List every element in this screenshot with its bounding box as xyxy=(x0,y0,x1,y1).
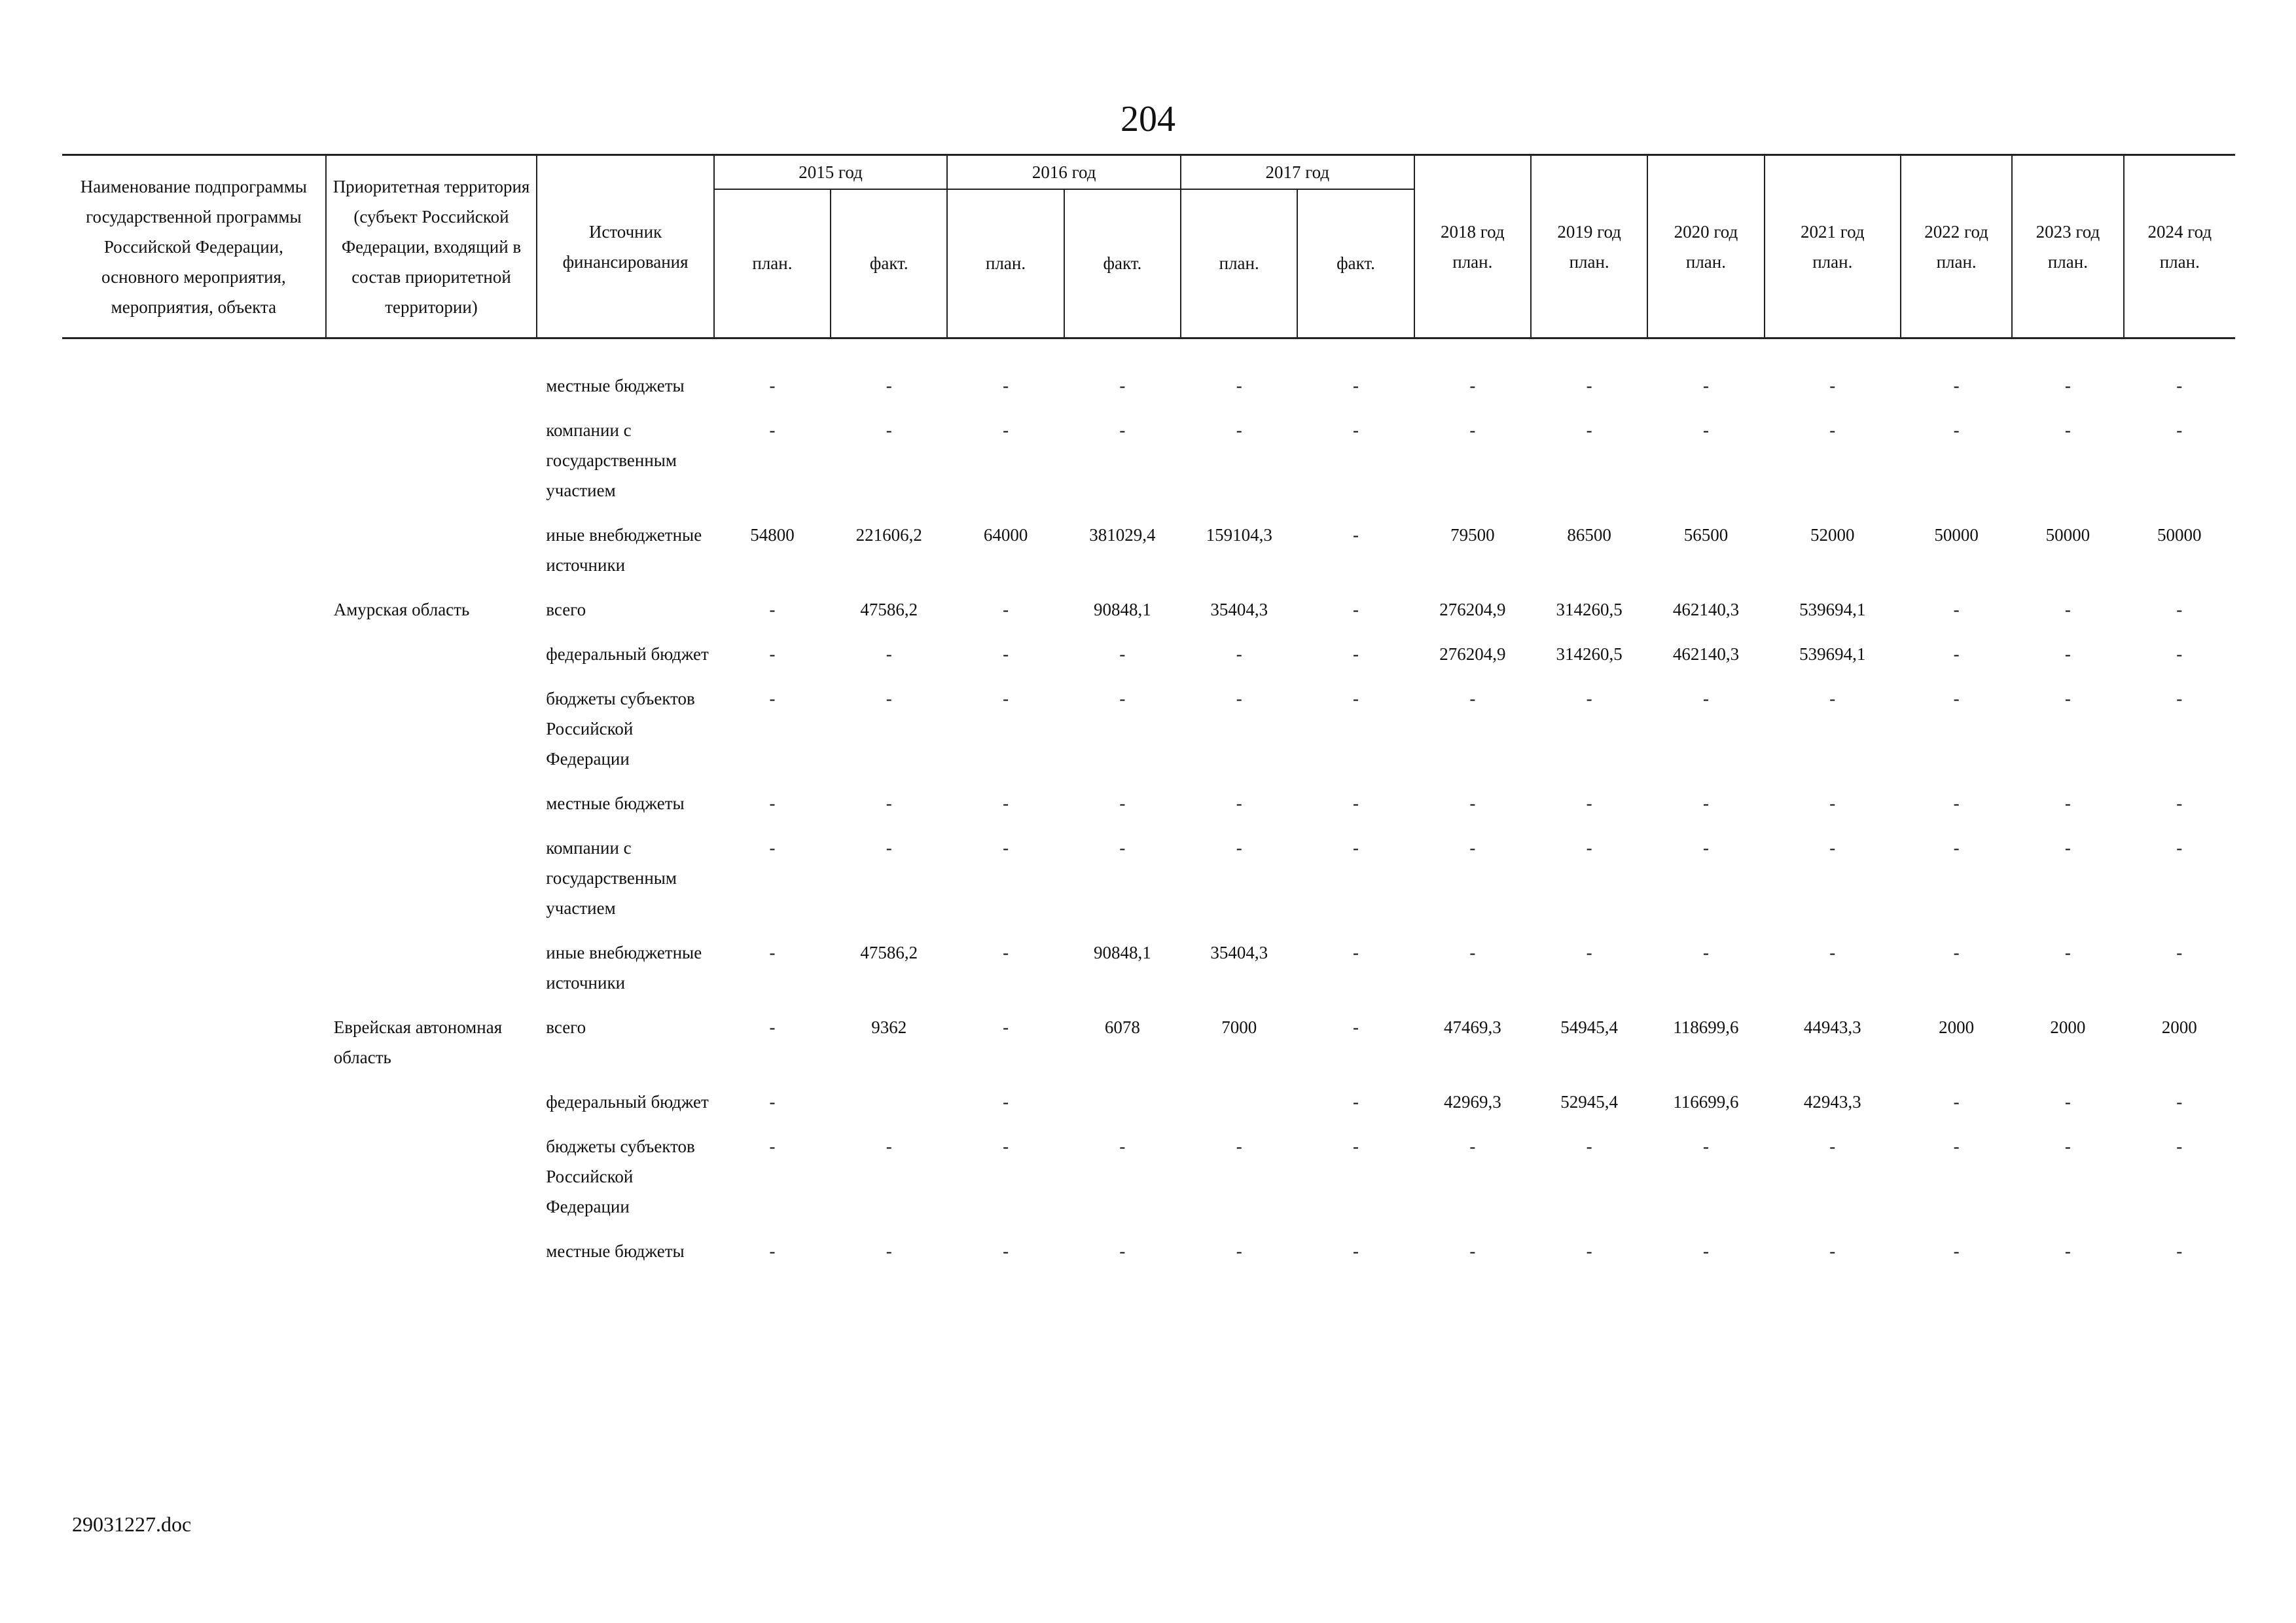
cell-value: 2000 xyxy=(2050,1017,2086,1037)
cell-source: бюджеты субъектов Российской Федерации xyxy=(546,689,695,769)
cell-value: - xyxy=(1003,943,1009,962)
page-number: 204 xyxy=(1121,99,1175,139)
cell-value: - xyxy=(2064,376,2071,395)
cell-source: иные внебюджетные источники xyxy=(546,525,702,575)
cell-value: - xyxy=(1702,793,1709,813)
cell-value: 44943,3 xyxy=(1803,1017,1861,1037)
header-year-2019: 2019 год план. xyxy=(1531,155,1647,338)
cell-value: - xyxy=(1236,420,1242,440)
cell-value: 381029,4 xyxy=(1089,525,1156,545)
cell-value: - xyxy=(1236,1137,1242,1156)
cell-value: - xyxy=(1353,1137,1359,1156)
cell-value: - xyxy=(2176,793,2183,813)
cell-value: - xyxy=(886,1137,892,1156)
cell-name xyxy=(62,1236,326,1281)
cell-value: - xyxy=(2176,644,2183,664)
table-row xyxy=(62,833,2235,938)
cell-value: - xyxy=(2064,420,2071,440)
cell-value: 54800 xyxy=(750,525,795,545)
footer-file-name: 29031227.doc xyxy=(72,1512,192,1536)
header-year-2015: 2015 год xyxy=(714,155,948,189)
cell-value: - xyxy=(769,1017,776,1037)
cell-value: - xyxy=(1469,793,1476,813)
cell-value: - xyxy=(1829,1137,1836,1156)
header-source: Источник финансирования xyxy=(537,155,713,338)
cell-value: - xyxy=(1953,644,1960,664)
table-header xyxy=(62,155,2235,338)
cell-value: - xyxy=(1953,689,1960,708)
cell-value: - xyxy=(1236,689,1242,708)
cell-value: - xyxy=(1003,1241,1009,1261)
table-row xyxy=(62,594,2235,639)
cell-value: - xyxy=(886,1241,892,1261)
cell-name xyxy=(62,639,326,684)
cell-value: - xyxy=(1953,420,1960,440)
header-2016-fact: факт. xyxy=(1064,189,1181,338)
cell-value: 50000 xyxy=(1934,525,1979,545)
cell-value: 47586,2 xyxy=(860,943,918,962)
cell-source: федеральный бюджет xyxy=(546,644,709,664)
cell-value: - xyxy=(769,838,776,858)
cell-value: - xyxy=(1236,1241,1242,1261)
cell-value: - xyxy=(1003,420,1009,440)
cell-value: - xyxy=(1953,793,1960,813)
cell-name xyxy=(62,1131,326,1236)
cell-value: - xyxy=(1469,420,1476,440)
cell-name xyxy=(62,788,326,833)
cell-value: - xyxy=(1829,689,1836,708)
cell-value: - xyxy=(1119,1241,1126,1261)
cell-territory: Амурская область xyxy=(333,600,470,619)
cell-value: - xyxy=(769,793,776,813)
cell-value: 462140,3 xyxy=(1672,600,1740,619)
cell-value: 64000 xyxy=(983,525,1028,545)
cell-value: - xyxy=(1953,943,1960,962)
cell-value: - xyxy=(769,420,776,440)
cell-value: - xyxy=(1953,1241,1960,1261)
cell-value: - xyxy=(1586,1241,1592,1261)
cell-territory xyxy=(326,788,537,833)
cell-territory: Еврейская автономная область xyxy=(333,1017,503,1067)
cell-value: - xyxy=(886,838,892,858)
cell-value: - xyxy=(1953,838,1960,858)
cell-value: 35404,3 xyxy=(1210,600,1268,619)
cell-value: - xyxy=(1469,943,1476,962)
cell-value: 7000 xyxy=(1221,1017,1257,1037)
cell-value: - xyxy=(1119,689,1126,708)
cell-value: - xyxy=(1469,1137,1476,1156)
cell-territory xyxy=(326,415,537,520)
cell-value: - xyxy=(1586,793,1592,813)
cell-value: - xyxy=(2064,600,2071,619)
cell-source: местные бюджеты xyxy=(546,1241,685,1261)
cell-name xyxy=(62,520,326,594)
cell-value: - xyxy=(2176,420,2183,440)
cell-value: - xyxy=(1469,376,1476,395)
cell-value: 159104,3 xyxy=(1206,525,1272,545)
cell-value: - xyxy=(2176,600,2183,619)
table-row xyxy=(62,938,2235,1012)
table-row xyxy=(62,788,2235,833)
cell-value: - xyxy=(2064,689,2071,708)
cell-value: - xyxy=(1236,644,1242,664)
cell-source: компании с государственным участием xyxy=(546,420,677,500)
cell-source: всего xyxy=(546,1017,586,1037)
table-row xyxy=(62,338,2235,416)
cell-value: - xyxy=(1702,943,1709,962)
header-year-2022: 2022 год план. xyxy=(1901,155,2012,338)
cell-value: - xyxy=(1353,1017,1359,1037)
cell-value: - xyxy=(1236,793,1242,813)
cell-value: - xyxy=(2064,943,2071,962)
cell-value: - xyxy=(886,420,892,440)
cell-value: - xyxy=(1586,838,1592,858)
cell-value: 276204,9 xyxy=(1439,600,1506,619)
cell-name xyxy=(62,938,326,1012)
cell-value: - xyxy=(2176,1092,2183,1112)
cell-value: 6078 xyxy=(1104,1017,1140,1037)
cell-value: 79500 xyxy=(1450,525,1495,545)
cell-value: 2000 xyxy=(2161,1017,2197,1037)
cell-name xyxy=(62,338,326,416)
cell-value xyxy=(831,1087,947,1131)
header-2015-fact: факт. xyxy=(831,189,947,338)
header-year-2018: 2018 год план. xyxy=(1414,155,1531,338)
cell-value: - xyxy=(886,644,892,664)
cell-value: - xyxy=(769,644,776,664)
cell-value: 54945,4 xyxy=(1560,1017,1618,1037)
cell-value: - xyxy=(1586,1137,1592,1156)
cell-value: 314260,5 xyxy=(1556,600,1623,619)
cell-value: 9362 xyxy=(871,1017,907,1037)
cell-source: бюджеты субъектов Российской Федерации xyxy=(546,1137,695,1216)
cell-value: 42943,3 xyxy=(1803,1092,1861,1112)
cell-value: - xyxy=(1353,420,1359,440)
cell-name xyxy=(62,594,326,639)
cell-value: - xyxy=(2176,1137,2183,1156)
cell-value: - xyxy=(769,376,776,395)
cell-value: 86500 xyxy=(1567,525,1611,545)
cell-value: 56500 xyxy=(1683,525,1729,545)
cell-value: - xyxy=(1469,1241,1476,1261)
cell-value: 50000 xyxy=(2045,525,2090,545)
header-name: Наименование подпрограммы государственной программы Российской Федерации, основного мероприятия, мероприятия, объекта xyxy=(62,155,326,338)
cell-value: - xyxy=(1353,943,1359,962)
cell-value: - xyxy=(1119,420,1126,440)
cell-value: - xyxy=(1586,689,1592,708)
cell-territory xyxy=(326,338,537,416)
table-row xyxy=(62,1236,2235,1281)
cell-value: - xyxy=(2176,689,2183,708)
cell-value: - xyxy=(1469,838,1476,858)
cell-value xyxy=(1064,1087,1181,1131)
cell-value: - xyxy=(2064,793,2071,813)
cell-value xyxy=(1181,1087,1297,1131)
table-row xyxy=(62,639,2235,684)
cell-value: - xyxy=(1353,644,1359,664)
cell-value: - xyxy=(769,1092,776,1112)
cell-value: - xyxy=(1003,644,1009,664)
cell-value: - xyxy=(1353,689,1359,708)
cell-value: - xyxy=(1702,376,1709,395)
cell-name xyxy=(62,1087,326,1131)
header-year-2021: 2021 год план. xyxy=(1765,155,1901,338)
header-2016-plan: план. xyxy=(947,189,1064,338)
cell-value: - xyxy=(2064,1137,2071,1156)
financing-table xyxy=(62,154,2235,1281)
cell-value: - xyxy=(1353,600,1359,619)
cell-value: - xyxy=(1829,793,1836,813)
cell-value: 221606,2 xyxy=(855,525,922,545)
cell-value: 52000 xyxy=(1810,525,1855,545)
cell-territory xyxy=(326,938,537,1012)
cell-value: 314260,5 xyxy=(1556,644,1623,664)
cell-value: - xyxy=(1702,420,1709,440)
cell-value: 52945,4 xyxy=(1560,1092,1618,1112)
cell-name xyxy=(62,1012,326,1087)
cell-value: 90848,1 xyxy=(1094,943,1151,962)
cell-value: - xyxy=(1003,600,1009,619)
cell-value: - xyxy=(1003,793,1009,813)
cell-source: всего xyxy=(546,600,586,619)
cell-value: - xyxy=(1236,376,1242,395)
cell-territory xyxy=(326,520,537,594)
cell-value: - xyxy=(1236,838,1242,858)
cell-value: - xyxy=(1829,838,1836,858)
cell-value: - xyxy=(886,376,892,395)
cell-value: - xyxy=(1829,376,1836,395)
cell-value: 116699,6 xyxy=(1673,1092,1739,1112)
cell-value: - xyxy=(1353,1241,1359,1261)
cell-value: - xyxy=(2176,943,2183,962)
cell-value: - xyxy=(1353,793,1359,813)
cell-value: - xyxy=(886,793,892,813)
cell-value: - xyxy=(769,1137,776,1156)
cell-territory xyxy=(326,1131,537,1236)
cell-value: - xyxy=(1353,838,1359,858)
cell-value: - xyxy=(1003,838,1009,858)
cell-territory xyxy=(326,639,537,684)
header-2017-fact: факт. xyxy=(1297,189,1414,338)
table-row xyxy=(62,520,2235,594)
cell-value: - xyxy=(1702,689,1709,708)
cell-value: - xyxy=(1586,943,1592,962)
cell-value: - xyxy=(1003,1137,1009,1156)
cell-value: - xyxy=(2064,1241,2071,1261)
cell-value: - xyxy=(1119,838,1126,858)
cell-source: местные бюджеты xyxy=(546,793,685,813)
cell-value: 42969,3 xyxy=(1443,1092,1501,1112)
cell-value: - xyxy=(1829,1241,1836,1261)
cell-territory xyxy=(326,833,537,938)
cell-value: - xyxy=(2064,644,2071,664)
cell-value: - xyxy=(1003,1017,1009,1037)
financing-table-wrapper xyxy=(62,154,2235,1281)
cell-territory xyxy=(326,684,537,788)
cell-value: 47586,2 xyxy=(860,600,918,619)
cell-value: - xyxy=(1702,838,1709,858)
cell-source: федеральный бюджет xyxy=(546,1092,709,1112)
cell-source: иные внебюджетные источники xyxy=(546,943,702,993)
header-year-2017: 2017 год xyxy=(1181,155,1414,189)
cell-value: - xyxy=(1003,1092,1009,1112)
cell-value: - xyxy=(1953,1092,1960,1112)
cell-value: - xyxy=(886,689,892,708)
cell-value: - xyxy=(1119,376,1126,395)
header-year-2020: 2020 год план. xyxy=(1647,155,1764,338)
header-territory: Приоритетная территория (субъект Российской Федерации, входящий в состав приоритетной территории) xyxy=(326,155,537,338)
cell-value: - xyxy=(2176,838,2183,858)
cell-value: 276204,9 xyxy=(1439,644,1506,664)
cell-value: - xyxy=(1353,525,1359,545)
header-2017-plan: план. xyxy=(1181,189,1297,338)
cell-value: - xyxy=(1353,376,1359,395)
cell-value: 35404,3 xyxy=(1210,943,1268,962)
cell-value: - xyxy=(769,600,776,619)
cell-value: 47469,3 xyxy=(1443,1017,1501,1037)
cell-value: - xyxy=(1119,644,1126,664)
table-row xyxy=(62,684,2235,788)
cell-value: - xyxy=(1353,1092,1359,1112)
cell-value: - xyxy=(1586,420,1592,440)
table-row xyxy=(62,1012,2235,1087)
cell-value: - xyxy=(1702,1241,1709,1261)
cell-value: - xyxy=(1119,1137,1126,1156)
cell-value: - xyxy=(2176,376,2183,395)
cell-name xyxy=(62,833,326,938)
cell-value: - xyxy=(1003,376,1009,395)
cell-name xyxy=(62,415,326,520)
cell-source: местные бюджеты xyxy=(546,376,685,395)
cell-value: - xyxy=(1586,376,1592,395)
header-2015-plan: план. xyxy=(714,189,831,338)
cell-value: 90848,1 xyxy=(1094,600,1151,619)
table-row xyxy=(62,1131,2235,1236)
header-year-2023: 2023 год план. xyxy=(2012,155,2123,338)
header-year-2024: 2024 год план. xyxy=(2124,155,2235,338)
table-row xyxy=(62,1087,2235,1131)
cell-source: компании с государственным участием xyxy=(546,838,677,918)
cell-value: 118699,6 xyxy=(1673,1017,1739,1037)
cell-value: 539694,1 xyxy=(1799,600,1866,619)
cell-value: - xyxy=(1469,689,1476,708)
cell-value: 462140,3 xyxy=(1672,644,1740,664)
cell-value: - xyxy=(1003,689,1009,708)
cell-value: - xyxy=(769,943,776,962)
cell-territory xyxy=(326,1236,537,1281)
table-body xyxy=(62,338,2235,1281)
cell-value: - xyxy=(2064,838,2071,858)
table-row xyxy=(62,415,2235,520)
header-year-2016: 2016 год xyxy=(947,155,1181,189)
cell-value: - xyxy=(1829,420,1836,440)
cell-value: - xyxy=(1953,376,1960,395)
cell-value: - xyxy=(1953,1137,1960,1156)
cell-value: 50000 xyxy=(2157,525,2202,545)
cell-value: - xyxy=(1953,600,1960,619)
cell-value: - xyxy=(2176,1241,2183,1261)
cell-value: 539694,1 xyxy=(1799,644,1866,664)
cell-value: - xyxy=(1119,793,1126,813)
cell-value: - xyxy=(1829,943,1836,962)
cell-value: - xyxy=(769,1241,776,1261)
cell-value: - xyxy=(769,689,776,708)
cell-value: 2000 xyxy=(1939,1017,1975,1037)
cell-territory xyxy=(326,1087,537,1131)
cell-value: - xyxy=(2064,1092,2071,1112)
cell-name xyxy=(62,684,326,788)
cell-value: - xyxy=(1702,1137,1709,1156)
